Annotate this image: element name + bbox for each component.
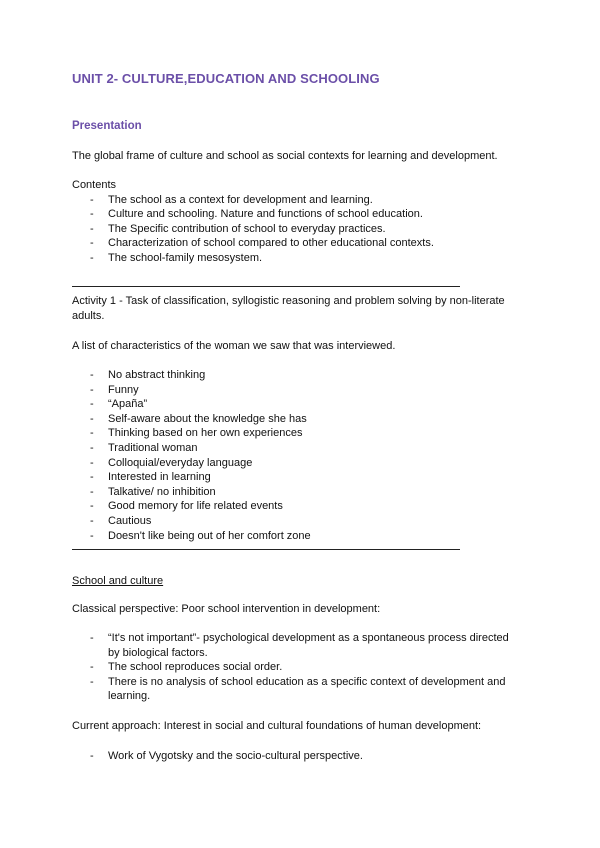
list-item: - Culture and schooling. Nature and functions of school education. (72, 207, 532, 222)
classical-text: Classical perspective: Poor school intervention in development: (72, 603, 381, 615)
list-item: - Good memory for life related events (72, 499, 532, 514)
divider-bottom (72, 549, 460, 550)
list-item: - The school as a context for development and learning. (72, 193, 532, 208)
list-item: - Work of Vygotsky and the socio-cultural perspective. (72, 749, 532, 764)
list-item: - The Specific contribution of school to everyday practices. (72, 222, 532, 237)
school-culture-heading-row (72, 574, 532, 589)
characteristics-section (72, 368, 532, 543)
presentation-heading: Presentation (72, 120, 142, 132)
list-item: - Self-aware about the knowledge she has (72, 412, 532, 427)
list-item: - Traditional woman (72, 441, 532, 456)
current-list (72, 749, 532, 764)
list-item: - No abstract thinking (72, 368, 532, 383)
list-item: - The school-family mesosystem. (72, 251, 532, 266)
list-item: - “Apaña” (72, 397, 532, 412)
list-item: - Colloquial/everyday language (72, 456, 532, 471)
list-item: - Characterization of school compared to other educational contexts. (72, 236, 532, 251)
contents-section (72, 178, 532, 266)
characteristics-list (72, 368, 532, 543)
current-section (72, 749, 532, 764)
list-item: - Talkative/ no inhibition (72, 485, 532, 500)
school-culture-heading: School and culture (72, 575, 164, 587)
contents-list (72, 193, 532, 266)
list-item: - Thinking based on her own experiences (72, 426, 532, 441)
list-item: - Cautious (72, 514, 532, 529)
divider-top (72, 286, 460, 287)
characteristics-intro: A list of characteristics of the woman we saw that was interviewed. (72, 340, 396, 352)
list-item: - Interested in learning (72, 470, 532, 485)
contents-label: Contents (72, 179, 117, 191)
list-item: - “It's not important”- psychological development as a spontaneous process directed by biological factors. (72, 631, 518, 660)
list-item: - The school reproduces social order. (72, 660, 518, 675)
list-item: - Doesn't like being out of her comfort zone (72, 529, 532, 544)
current-text: Current approach: Interest in social and cultural foundations of human development: (72, 720, 482, 732)
classical-list (72, 631, 518, 704)
list-item: - There is no analysis of school education as a specific context of development and learning. (72, 675, 518, 704)
activity-text: Activity 1 - Task of classification, syllogistic reasoning and problem solving by non-literate adults. (72, 295, 505, 322)
classical-section (72, 631, 518, 704)
presentation-text: The global frame of culture and school as social contexts for learning and development. (72, 150, 498, 162)
list-item: - Funny (72, 383, 532, 398)
unit-title: UNIT 2- CULTURE,EDUCATION AND SCHOOLING (72, 71, 380, 86)
